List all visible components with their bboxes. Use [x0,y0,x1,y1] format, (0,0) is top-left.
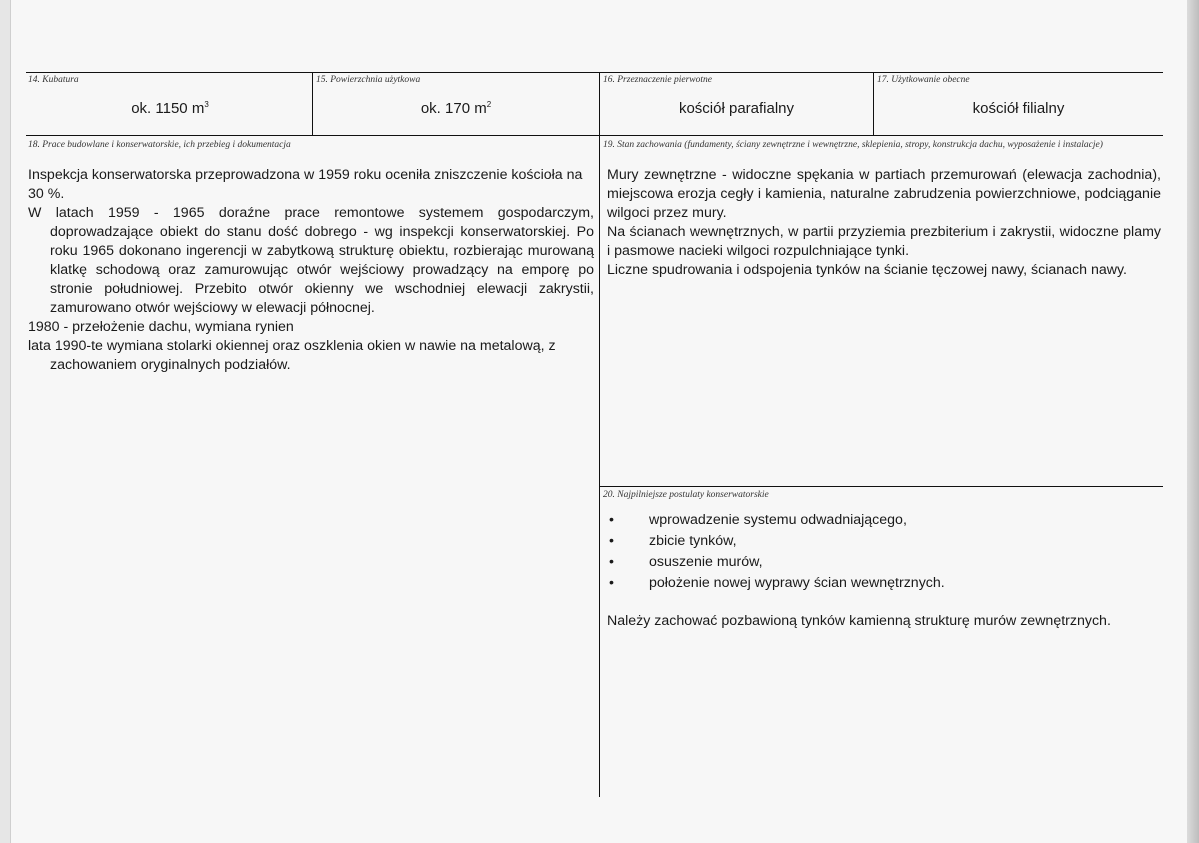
list-item [607,510,1161,531]
section-20-divider [600,486,1163,487]
field-18-paragraph-1: Inspekcja konserwatorska przeprowadzona w 1959 roku oceniła zniszczenie kościoła na 30 %. [28,167,583,202]
field-19-paragraph-3: Liczne spudrowania i odspojenia tynków na ścianie tęczowej nawy, ścianach nawy. [607,262,1127,278]
field-19-paragraph-2: Na ścianach wewnętrznych, w partii przyziemia prezbiterium i zakrystii, widoczne plamy i pasmowe nacieki wilgoci rozpulchniające tynki. [607,224,1161,259]
field-14-value-text: ok. 1150 m [131,100,205,117]
bullet-glyph: • [609,554,614,570]
postulates-list [607,510,1161,594]
list-item [607,531,1161,552]
field-19-paragraph-1: Mury zewnętrzne - widoczne spękania w partiach przemurowań (elewacja zachodnia), miejscowa erozja cegły i kamienia, naturalne zabrudzenia powierzchniowe, podciąganie wilgoci przez mury. [607,167,1161,221]
top-rule [26,72,1163,73]
field-20-caption: 20. Najpilniejsze postulaty konserwatorskie [603,490,769,500]
field-18-paragraph-3: 1980 - przełożenie dachu, wymiana rynien [28,319,294,335]
field-17-caption: 17. Użytkowanie obecne [877,75,970,85]
col-divider-2 [599,72,600,797]
field-15-value [313,100,599,117]
field-14-unit-exponent: 3 [204,100,209,109]
list-item [607,573,1161,594]
paper-edge [1187,0,1199,843]
field-19-text [607,166,1161,280]
form-sheet [10,0,1197,843]
field-15-caption: 15. Powierzchnia użytkowa [316,75,421,85]
field-16-caption: 16. Przeznaczenie pierwotne [603,75,712,85]
bullet-glyph: • [609,575,614,591]
field-18-text [28,166,594,375]
list-item-text: wprowadzenie systemu odwadniającego, [649,512,907,528]
bullet-glyph: • [609,512,614,528]
field-19-caption: 19. Stan zachowania (fundamenty, ściany zewnętrzne i wewnętrzne, sklepienia, stropy, konstrukcja dachu, wyposażenie i instalacje) [603,140,1103,150]
row-divider [26,135,1163,136]
list-item-text: położenie nowej wyprawy ścian wewnętrznych. [649,575,945,591]
field-20-text [607,510,1161,631]
field-15-value-text: ok. 170 m [420,100,487,117]
field-20-note: Należy zachować pozbawioną tynków kamienną strukturę murów zewnętrznych. [607,613,1111,629]
field-14-caption: 14. Kubatura [28,75,79,85]
field-17-value: kościół filialny [972,100,1065,117]
field-18-paragraph-2: W latach 1959 - 1965 doraźne prace remontowe systemem gospodarczym, doprowadzające obiekt do stanu dość dobrego - wg inspekcji konserwatorskiej. Po roku 1965 dokonano ingerencji w zabytkową strukturę obiektu, rozbierając murowaną klatkę schodową oraz zamurowując otwór wejściowy prowadzący na emporę po stronie południowej. Przebito otwór okienny we wschodniej elewacji zakrystii, zamurowano otwór wejściowy w elewacji północnej. [28,205,594,316]
field-18-paragraph-4: lata 1990-te wymiana stolarki okiennej oraz oszklenia okien w nawie na metalową, z zachowaniem oryginalnych podziałów. [28,338,556,373]
field-15-unit-exponent: 2 [486,100,492,109]
list-item [607,552,1161,573]
bullet-glyph: • [609,533,614,549]
list-item-text: zbicie tynków, [649,533,737,549]
field-18-caption: 18. Prace budowlane i konserwatorskie, ich przebieg i dokumentacja [28,140,291,150]
field-14-value [28,100,312,117]
list-item-text: osuszenie murów, [649,554,763,570]
field-16-value: kościół parafialny [678,100,795,117]
